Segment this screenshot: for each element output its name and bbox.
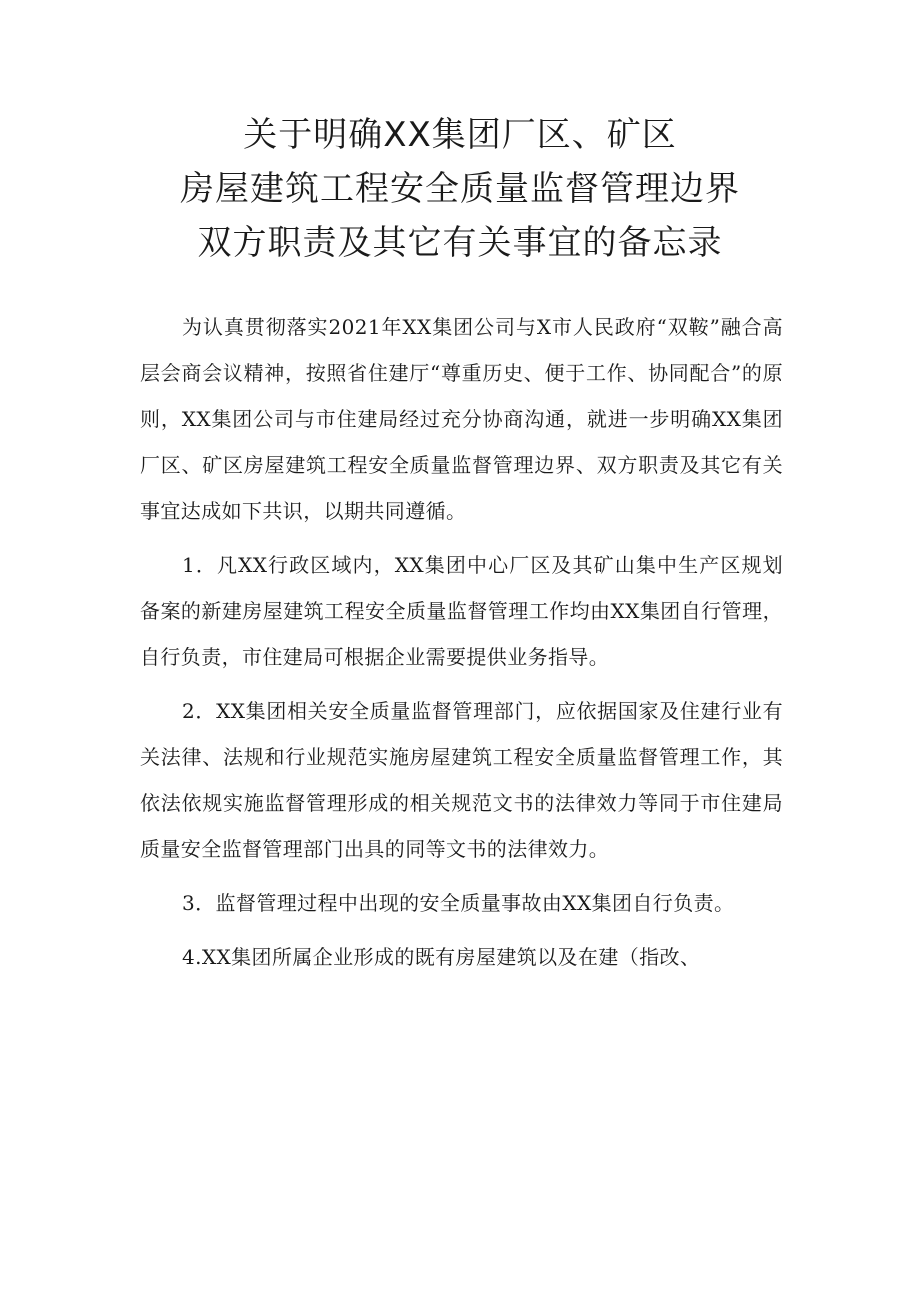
- document-title: [0, 108, 920, 270]
- intro-paragraph: 为认真贯彻落实2021年XX集团公司与X市人民政府“双鞍”融合高层会商会议精神，按照省住建厅“尊重历史、便于工作、协同配合”的原则，XX集团公司与市住建局经过充分协商沟通，就进一步明确XX集团厂区、矿区房屋建筑工程安全质量监督管理边界、双方职责及其它有关事宜达成如下共识，以期共同遵循。: [140, 315, 783, 523]
- item-4-paragraph: 4.XX集团所属企业形成的既有房屋建筑以及在建（指改、: [182, 945, 701, 969]
- title-line-3: 双方职责及其它有关事宜的备忘录: [197, 223, 723, 263]
- document-body: [140, 304, 783, 988]
- title-line-1: 关于明确XX集团厂区、矿区: [243, 115, 677, 155]
- item-2-paragraph: 2．XX集团相关安全质量监督管理部门，应依据国家及住建行业有关法律、法规和行业规范实施房屋建筑工程安全质量监督管理工作，其依法依规实施监督管理形成的相关规范文书的法律效力等同于市住建局质量安全监督管理部门出具的同等文书的法律效力。: [140, 699, 783, 861]
- title-line-2: 房屋建筑工程安全质量监督管理边界: [180, 169, 740, 209]
- item-1-paragraph: 1．凡XX行政区域内，XX集团中心厂区及其矿山集中生产区规划备案的新建房屋建筑工程安全质量监督管理工作均由XX集团自行管理，自行负责，市住建局可根据企业需要提供业务指导。: [140, 553, 783, 669]
- item-3-paragraph: 3．监督管理过程中出现的安全质量事故由XX集团自行负责。: [182, 891, 735, 915]
